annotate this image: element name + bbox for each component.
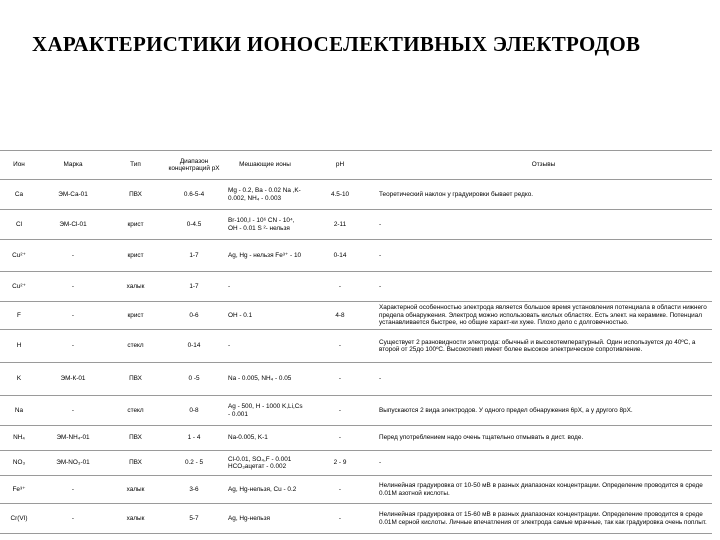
cell-range: 1 - 4 (163, 426, 225, 451)
cell-ion: Na (0, 396, 38, 426)
cell-interfering: Mg - 0.2, Ba - 0.02 Na ,K- 0.002, NH₄ - 0.003 (225, 180, 305, 210)
cell-interfering: - (225, 330, 305, 363)
cell-type: крист (108, 302, 163, 330)
cell-ph: - (305, 396, 375, 426)
cell-type: стекл (108, 396, 163, 426)
cell-ion: H (0, 330, 38, 363)
cell-ph: - (305, 504, 375, 534)
cell-range: 1-7 (163, 272, 225, 302)
table-row (0, 504, 712, 534)
header-ph: pH (305, 151, 375, 180)
cell-brand: - (38, 504, 108, 534)
cell-notes: - (375, 210, 712, 240)
cell-type: халык (108, 504, 163, 534)
table-row (0, 451, 712, 476)
cell-type: ПВХ (108, 451, 163, 476)
cell-ph: - (305, 330, 375, 363)
cell-ion: F (0, 302, 38, 330)
header-range: Диапазон концентраций pX (163, 151, 225, 180)
table-row (0, 180, 712, 210)
cell-brand: - (38, 330, 108, 363)
cell-ph: 2 - 9 (305, 451, 375, 476)
cell-brand: - (38, 240, 108, 272)
cell-interfering: Cl-0.01, SO₄,F - 0.001 HCO₃ацетат - 0.002 (225, 451, 305, 476)
cell-ph: 0-14 (305, 240, 375, 272)
table-header-row (0, 151, 712, 180)
cell-ph: 4-8 (305, 302, 375, 330)
cell-type: крист (108, 210, 163, 240)
cell-notes: Перед употреблением надо очень тщательно отмывать в дист. воде. (375, 426, 712, 451)
cell-interfering: Ag, Hg-нельзя, Cu - 0.2 (225, 476, 305, 504)
cell-brand: - (38, 476, 108, 504)
cell-brand: - (38, 302, 108, 330)
cell-interfering: Ag, Hg - нельзя Fe³⁺ - 10 (225, 240, 305, 272)
table-row (0, 240, 712, 272)
cell-ion: Cu²⁺ (0, 240, 38, 272)
cell-ph: - (305, 272, 375, 302)
cell-notes: Теоретический наклон у градуировки бывает редко. (375, 180, 712, 210)
cell-range: 0-6 (163, 302, 225, 330)
cell-range: 0 -5 (163, 363, 225, 396)
table-row (0, 272, 712, 302)
cell-ion: NH₄ (0, 426, 38, 451)
cell-interfering: OH - 0.1 (225, 302, 305, 330)
electrode-table (0, 150, 712, 534)
cell-brand: - (38, 272, 108, 302)
cell-type: стекл (108, 330, 163, 363)
cell-notes: Выпускаются 2 вида электродов. У одного предел обнаружения 6pX, а у другого 8pX. (375, 396, 712, 426)
cell-notes: - (375, 240, 712, 272)
cell-brand: ЭМ-NO₃-01 (38, 451, 108, 476)
cell-notes: - (375, 272, 712, 302)
cell-ph: - (305, 363, 375, 396)
cell-interfering: Ag, Hg-нельзя (225, 504, 305, 534)
table-row (0, 476, 712, 504)
cell-ion: Cr(VI) (0, 504, 38, 534)
cell-type: ПВХ (108, 180, 163, 210)
cell-type: ПВХ (108, 363, 163, 396)
cell-interfering: Ag - 500, H - 1000 K,Li,Cs - 0.001 (225, 396, 305, 426)
page-title: ХАРАКТЕРИСТИКИ ИОНОСЕЛЕКТИВНЫХ ЭЛЕКТРОДОВ (32, 32, 641, 56)
cell-type: крист (108, 240, 163, 272)
cell-interfering: - (225, 272, 305, 302)
header-notes: Отзывы (375, 151, 712, 180)
cell-range: 5-7 (163, 504, 225, 534)
cell-notes: Нелинейная градуировка от 10-50 мВ в разных диапазонах концентрации. Определение проводится в среде 0.01М азотной кислоты. (375, 476, 712, 504)
cell-range: 0-14 (163, 330, 225, 363)
cell-brand: ЭМ-NH₄-01 (38, 426, 108, 451)
cell-ion: Cu²⁺ (0, 272, 38, 302)
cell-ion: K (0, 363, 38, 396)
cell-notes: Существует 2 разновидности электрода: обычный и высокотемпературный. Один используется до 40ºC, а второй от 25до 100ºC. Высокотемп имеет более высокое электрическое сопротивление. (375, 330, 712, 363)
cell-range: 0.2 - 5 (163, 451, 225, 476)
cell-ph: - (305, 476, 375, 504)
cell-interfering: Na-0.005, K-1 (225, 426, 305, 451)
table-row (0, 302, 712, 330)
cell-notes: Нелинейная градуировка от 15-60 мВ в разных диапазонах концентрации. Определение проводится в среде 0.01М серной кислоты. Личные впечатления от электрода самые мрачные, так как градуировка очень поплыт. (375, 504, 712, 534)
cell-ph: 2-11 (305, 210, 375, 240)
cell-ion: Ca (0, 180, 38, 210)
cell-type: халык (108, 272, 163, 302)
cell-range: 0.6-5-4 (163, 180, 225, 210)
cell-interfering: Na - 0.005, NH₄ - 0.05 (225, 363, 305, 396)
cell-interfering: Br-100,I - 10⁶ CN - 10⁴, OH - 0.01 S ²- нельзя (225, 210, 305, 240)
cell-ph: - (305, 426, 375, 451)
cell-brand: - (38, 396, 108, 426)
cell-ion: NO₃ (0, 451, 38, 476)
cell-notes: Характерной особенностью электрода является большое время установления потенциала в области нижнего предела обнаружения. Электрод можно использовать кислых областях. Есть элект. на керамике. Потенциал устанавливается быстрее, но общие характ-ки хуже. Плохо дело с долговечностью. (375, 302, 712, 330)
header-interfering: Мешающие ионы (225, 151, 305, 180)
cell-brand: ЭМ-Са-01 (38, 180, 108, 210)
table-row (0, 396, 712, 426)
cell-range: 3-6 (163, 476, 225, 504)
cell-type: ПВХ (108, 426, 163, 451)
table-row (0, 330, 712, 363)
cell-ph: 4.5-10 (305, 180, 375, 210)
cell-brand: ЭМ-Cl-01 (38, 210, 108, 240)
cell-brand: ЭМ-К-01 (38, 363, 108, 396)
cell-notes: - (375, 451, 712, 476)
cell-range: 0-4.5 (163, 210, 225, 240)
table-row (0, 210, 712, 240)
cell-range: 0-8 (163, 396, 225, 426)
header-brand: Марка (38, 151, 108, 180)
header-ion: Ион (0, 151, 38, 180)
cell-ion: Cl (0, 210, 38, 240)
cell-ion: Fe³⁺ (0, 476, 38, 504)
table-row (0, 426, 712, 451)
header-type: Тип (108, 151, 163, 180)
cell-type: халык (108, 476, 163, 504)
table-row (0, 363, 712, 396)
cell-notes: - (375, 363, 712, 396)
cell-range: 1-7 (163, 240, 225, 272)
